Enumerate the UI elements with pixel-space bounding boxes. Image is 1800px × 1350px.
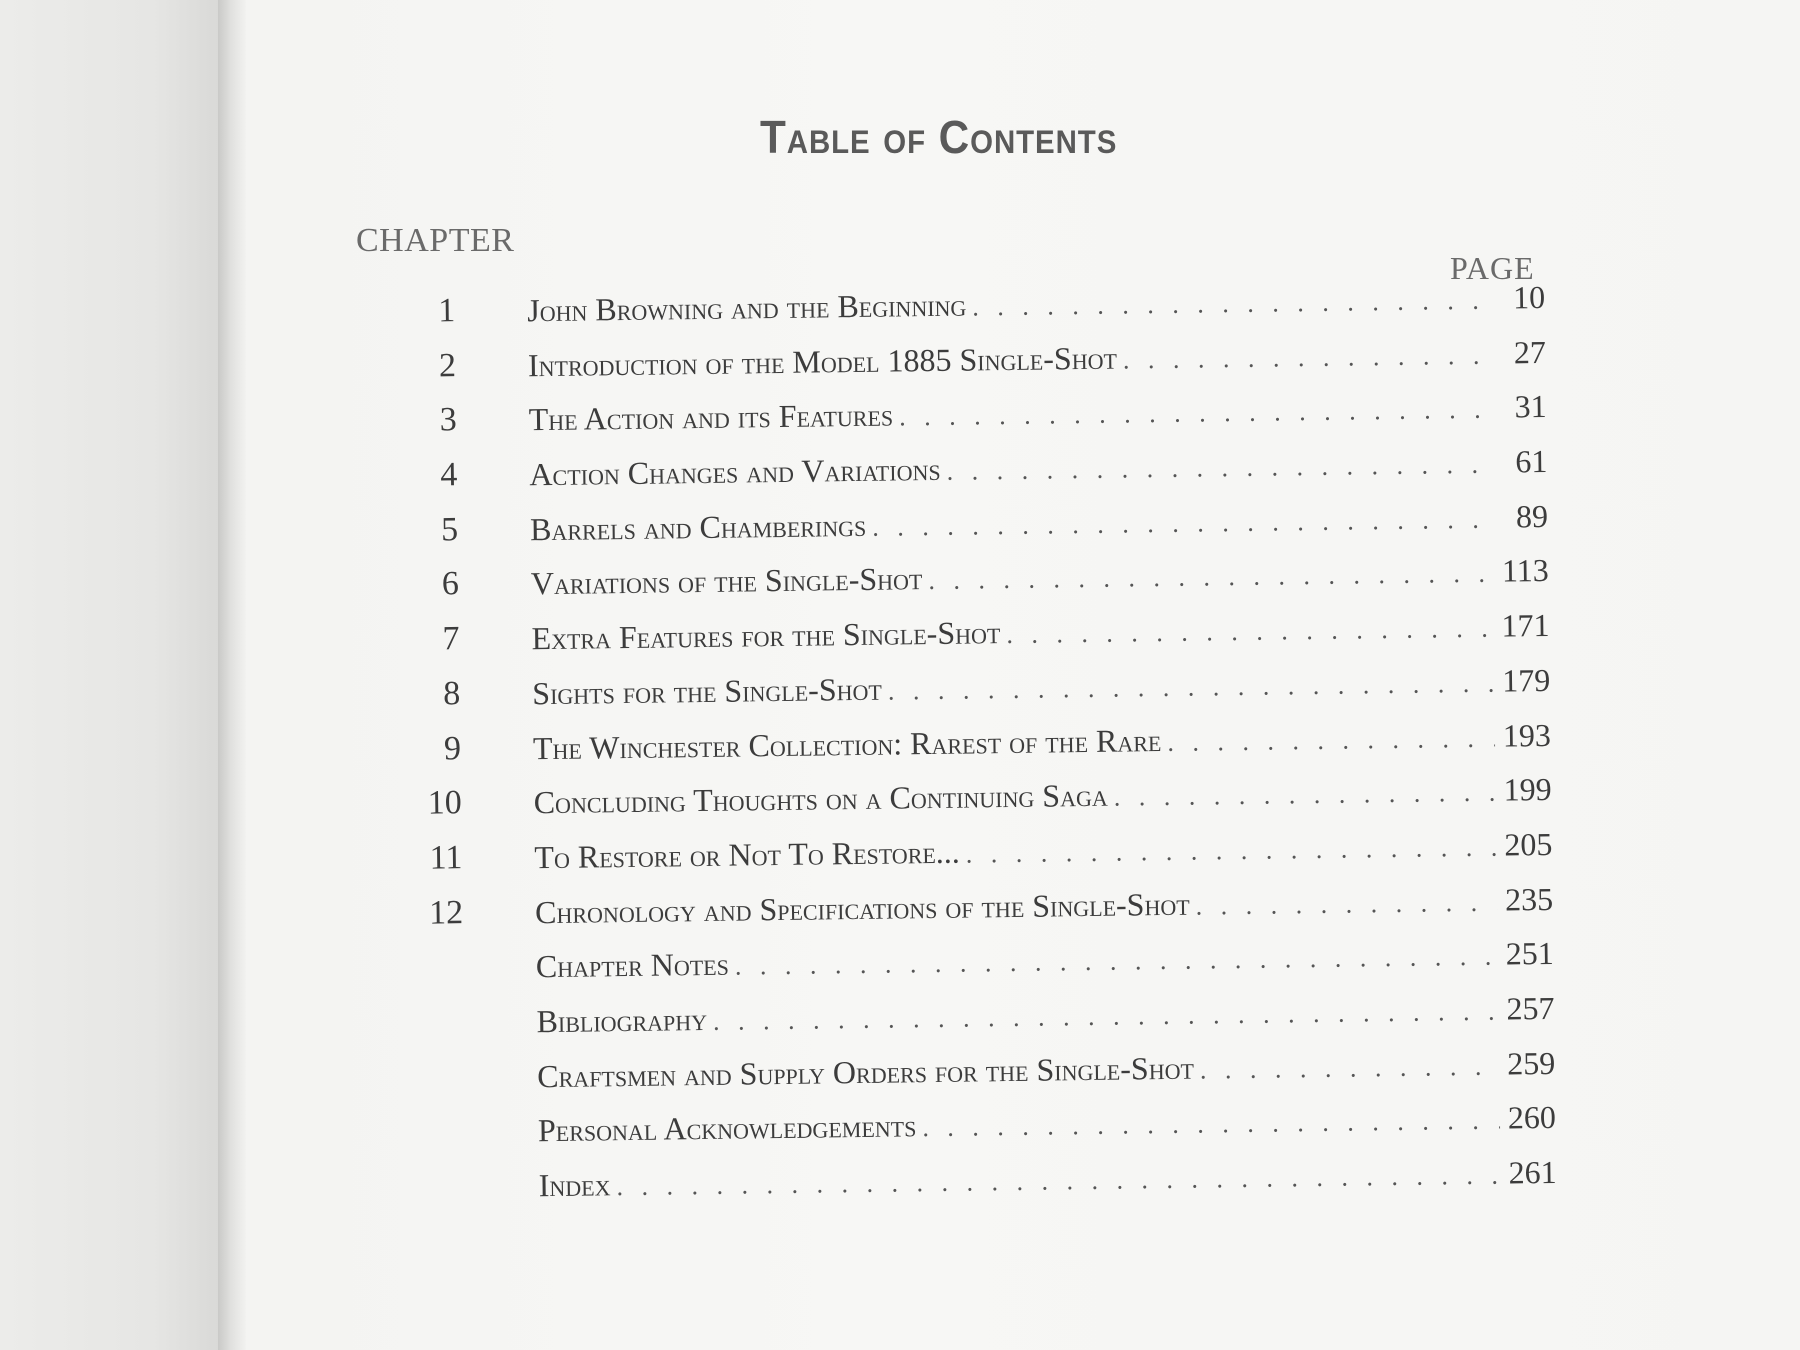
dot-leader	[922, 1101, 1500, 1149]
dot-leader	[713, 992, 1499, 1042]
page-title: Table of Contents	[760, 111, 1118, 163]
page-number: 89	[1515, 497, 1549, 535]
chapter-number: 3	[439, 401, 457, 439]
chapter-number	[404, 1002, 464, 1003]
dot-leader	[888, 663, 1495, 711]
entry-title: Bibliography	[536, 1000, 708, 1040]
chapter-number: 11	[429, 839, 463, 877]
page-number: 27	[1513, 333, 1547, 371]
page-number: 235	[1504, 880, 1554, 918]
entry-title: Chapter Notes	[535, 945, 730, 985]
dot-leader	[928, 554, 1493, 601]
page-number: 205	[1504, 825, 1553, 863]
entry-title: Sights for the Single-Shot	[532, 670, 883, 712]
dot-leader	[1200, 1046, 1500, 1090]
entry-title: To Restore or Not To Restore...	[534, 833, 961, 876]
dot-leader	[966, 828, 1497, 875]
page-number: 251	[1505, 935, 1554, 972]
chapter-number	[405, 1057, 465, 1058]
book-gutter	[218, 0, 246, 1350]
chapter-number: 9	[443, 729, 462, 767]
dot-leader	[1123, 335, 1491, 380]
chapter-number: 8	[443, 674, 461, 713]
page-number: 31	[1514, 388, 1547, 425]
page-number: 61	[1515, 442, 1548, 480]
page-number: 259	[1506, 1044, 1556, 1082]
dot-leader	[946, 445, 1491, 492]
entry-title: John Browning and the Beginning	[527, 286, 967, 329]
dot-leader	[1195, 882, 1497, 926]
page-number: 193	[1502, 716, 1552, 754]
chapter-number	[404, 947, 464, 948]
entry-title: Index	[538, 1166, 611, 1204]
dot-leader	[872, 499, 1492, 547]
dot-leader	[1113, 773, 1495, 818]
dot-leader	[972, 281, 1489, 328]
page-number: 113	[1501, 552, 1549, 589]
dot-leader	[1167, 718, 1495, 762]
toc-list	[395, 277, 1557, 1222]
entry-title: Concluding Thoughts on a Continuing Saga	[533, 776, 1108, 821]
entry-title: Introduction of the Model 1885 Single-Shot	[527, 339, 1118, 383]
chapter-number: 5	[440, 510, 459, 549]
entry-title: Action Changes and Variations	[529, 450, 941, 493]
chapter-number: 6	[441, 565, 460, 603]
chapter-number: 1	[438, 292, 456, 330]
page-number: 199	[1503, 771, 1552, 808]
page-number: 179	[1501, 661, 1551, 699]
page-number: 10	[1512, 278, 1546, 316]
page-number: 261	[1508, 1153, 1557, 1191]
facing-page	[0, 0, 218, 1350]
dot-leader	[899, 390, 1491, 438]
chapter-number: 10	[427, 784, 462, 822]
chapter-number: 7	[442, 620, 460, 658]
dot-leader	[735, 937, 1498, 987]
page-number: 171	[1501, 607, 1550, 644]
chapter-column-header: CHAPTER	[356, 222, 515, 259]
chapter-number	[406, 1111, 466, 1112]
entry-title: The Action and its Features	[528, 396, 894, 438]
dot-leader	[1006, 609, 1494, 655]
page-number: 260	[1507, 1099, 1557, 1136]
chapter-number: 2	[438, 346, 457, 385]
chapter-number	[406, 1166, 466, 1167]
entry-title: Craftsmen and Supply Orders for the Single-Shot	[537, 1049, 1195, 1094]
chapter-number: 12	[428, 893, 464, 932]
page-number: 257	[1506, 989, 1555, 1027]
entry-title: Personal Acknowledgements	[537, 1107, 917, 1149]
chapter-number: 4	[440, 456, 458, 494]
entry-title: Chronology and Specifications of the Single-Shot	[534, 885, 1190, 930]
entry-title: Variations of the Single-Shot	[530, 560, 923, 602]
dot-leader	[616, 1156, 1501, 1208]
entry-title: Barrels and Chamberings	[529, 506, 867, 548]
entry-title: The Winchester Collection: Rarest of the Rare	[532, 721, 1162, 766]
page-column-header: PAGE	[1450, 250, 1535, 286]
entry-title: Extra Features for the Single-Shot	[531, 614, 1001, 657]
